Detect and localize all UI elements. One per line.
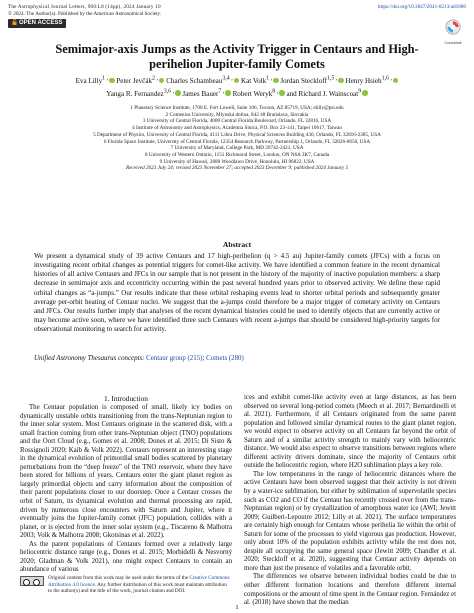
section-heading: 1. Introduction [104, 394, 148, 403]
license-text: Original content from this work may be used under the terms of the Creative Commons Attribution 4.0 licence. Any further distribution of this work must maintain attribution to the author(s) and the title of the work, journal citation and DOI. [48, 575, 230, 595]
affiliation-list [20, 105, 454, 172]
affiliation: 6 Florida Space Institute, University of Central Florida, 12354 Research Parkway, Partnership 1, Orlando, FL 32826-0650, USA [103, 138, 371, 145]
paragraph: The low temperatures in the range of heliocentric distances where the active Centaurs have been observed suggest that their activity is not driven by a water-ice sublimation, but either by sublimation of supervolatile species such as CO2 and CO if the Centaur has recently crossed over from the trans-Neptunian region) or by crystallization of amorphous water ice (AWI; Jewitt 2009; Guilbert-Lepoutre 2012; Lilly et al. 2021). The surface temperatures are certainly high enough for Centaurs whose perihelia lie within the orbit of Saturn for some of the processes to yield vigorous gas production. However, only about 10% of the population exhibits activity while the rest does not, despite all occupying the same general space (Jewitt 2009; Chandler et al. 2020; Steckloff et al. 2020), suggesting that Centaur activity depends on more than just the presence of volatiles and a favorable orbit. [244, 470, 456, 572]
license-link[interactable]: Creative Commons Attribution 4.0 licence [48, 575, 230, 588]
paragraph: ices and exhibit comet-like activity even at large distances, as has been observed on several long-period comets (Meech et al. 2017; Bernardinelli et al. 2021). Furthermore, if all Centaurs originated from the same parent population and followed similar dynamical routes to the giant planet region, we would expect to observe activity on all Centaurs far beyond the orbit of Saturn and of a similar activity strength to mainly vary with heliocentric distance. We would also expect to observe transitions between regions where different activity drivers dominate, since the majority of Centaurs orbit outside the heliocentric region, where H2O sublimation plays a key role. [244, 394, 456, 470]
author-list [20, 75, 454, 99]
orcid-icon [225, 90, 231, 96]
abstract-heading: Abstract [222, 240, 252, 249]
crossmark-button[interactable] [442, 19, 464, 45]
paper-title: Semimajor-axis Jumps as the Activity Trigger in Centaurs and High-perihelion Jupiter-family Comets [55, 42, 419, 71]
open-access-label: OPEN ACCESS [19, 20, 63, 26]
author[interactable]: Jordan Steckloff$^{1,5 ,}$ [280, 77, 343, 85]
orcid-icon [338, 78, 344, 84]
journal-citation: The Astrophysical Journal Letters, 960:L8 (14pp), 2024 January 10 [8, 4, 161, 10]
crossmark-icon [445, 19, 461, 35]
running-header [8, 4, 161, 18]
author[interactable]: Henry Hsieh$^{1,6 ,}$ [346, 77, 399, 85]
orcid-icon [279, 90, 285, 96]
keyword-link[interactable]: Comets (280) [206, 355, 244, 362]
affiliation: 2 Comenius University, Mlynská dolina, 842 48 Bratislava, Slovakia [165, 111, 309, 118]
author[interactable]: and Richard J. Wainscoat$^9$ [286, 90, 367, 98]
publication-dates: Received 2023 July 24; revised 2023 November 27; accepted 2023 December 9; published 2024 January 5 [125, 165, 349, 172]
affiliation: 7 University of Maryland, College Park, MD 20742-2421, USA [170, 145, 304, 152]
orcid-icon [362, 90, 368, 96]
open-access-badge [8, 19, 66, 28]
affiliation: 8 University of Western Ontario, 1151 Richmond Street, London, ON N6A 3K7, Canada [145, 151, 329, 158]
license-block [20, 575, 232, 605]
left-column [20, 404, 232, 575]
orcid-icon [273, 78, 279, 84]
crossmark-label: CrossMark [444, 41, 462, 45]
paragraph: The Centaur population is composed of small, likely icy bodies on dynamically unstable orbits transitioning from the trans-Neptunian region to the inner solar system. Most Centaurs originate in the scattered disk, with a small fraction coming from other trans-Neptunian object (TNO) populations and the Oort Cloud (e.g., Gomes et al. 2008; Dones et al. 2015; Di Sisto & Rossignoli 2020; Kaib & Volk 2022). Centaurs represent an interesting stage in the dynamical evolution of primordial small bodies scattered by planetary perturbations from the “deep freeze” of the TNO reservoir, where they have been stored for billions of years. Centaurs enter the giant planet region as largely primordial objects and carry information about the composition of their parent populations closer to our doorstep. Once a Centaur crosses the orbit of Saturn, its dynamical evolution and thermal processing are rapid, driven by numerous close encounters with Saturn and Jupiter, where it eventually joins the Jupiter-family comet (JFC) population, collides with a planet, or is ejected from the inner solar system (e.g., Tiscareno & Malhotra 2003; Volk & Malhotra 2008; Gkotsinas et al. 2022). [20, 404, 232, 540]
affiliation: 9 University of Hawaii, 2680 Woodlawn Drive, Honolulu, HI 96822, USA [159, 158, 315, 165]
keywords-label: Unified Astronomy Thesaurus concepts: [34, 355, 145, 362]
author[interactable]: Yanga R. Fernandez$^{3,6 ,}$ [106, 90, 180, 98]
author[interactable]: Eva Lilly$^{1 ,}$ [76, 77, 115, 85]
copyright-line: © 2024. The Author(s). Published by the American Astronomical Society. [8, 10, 162, 17]
paragraph: As the parent populations of Centaurs formed over a relatively large heliocentric distance range (e.g., Dones et al. 2015; Morbidelli & Nesvorný 2020; Gladman & Volk 2021), one might expect Centaurs to contain an abundance of various [20, 540, 232, 574]
affiliation: 1 Planetary Science Institute, 1700 E. Fort Lowell, Suite 106, Tucson, AZ 85719, USA; elilly@psi.edu [130, 105, 344, 111]
author[interactable]: Charles Schambeau$^{3,4 ,}$ [166, 77, 239, 85]
open-lock-icon [12, 19, 17, 25]
author[interactable]: Robert Weryk$^{8 ,}$ [233, 90, 285, 98]
page-number: 1 [235, 604, 239, 611]
keyword-link[interactable]: Centaur group (215) [146, 355, 203, 362]
right-column [244, 394, 456, 608]
abstract-text: We present a dynamical study of 39 active Centaurs and 17 high-perihelion (q > 4.5 au) Jupiter-family comets (JFCs) with a focus on investigating recent orbital changes as potential triggers for comet-like activity. We have identified a common feature in the recent dynamical histories of all active Centaurs and JFCs in our sample that is not present in the history of the majority of inactive population members: a sharp decrease in semimajor axis and eccentricity occurring within the past several hundred years prior to observed activity. We define these rapid orbital changes as “a-jumps.” Our results indicate that these orbital reshaping events lead to shorter orbital periods and subsequently greater average per-orbit heating of Centaur nuclei. We suggest that the a-jumps could therefore be a major trigger of cometary activity on Centaurs and JFCs. Our results further imply that analyses of the recent dynamical histories could be used to identify objects that are currently active or may become active soon, where we have identified three such Centaurs with recent a-jumps that should be considered high-priority targets for observational monitoring to search for activity. [34, 252, 440, 334]
affiliation: 3 University of Central Florida, 4000 Central Florida Boulevard, Orlando, FL 32816, USA [142, 118, 332, 125]
keywords: Unified Astronomy Thesaurus concepts: Centaur group (215); Comets (280) [34, 355, 244, 362]
affiliation: 4 Institute of Astronomy and Astrophysics, Academia Sinica, P.O. Box 23-141, Taipei 10617, Taiwan [132, 125, 342, 132]
orcid-icon [175, 90, 181, 96]
orcid-icon [159, 78, 165, 84]
orcid-icon [393, 78, 399, 84]
affiliation: 5 Department of Physics, University of Central Florida, 4111 Libra Drive, Physical Sciences Building 430, Orlando, FL 32816-2385, USA [93, 131, 381, 138]
author[interactable]: Kat Volk$^{1 ,}$ [241, 77, 279, 85]
author[interactable]: Peter Jevčák$^{2 ,}$ [116, 77, 164, 85]
paragraph: The differences we observe between individual bodies could be due to either different formation locations and therefore different internal compositions or the amount of time spent in the Centaur region. Fernández et al. (2018) have shown that the median [244, 573, 456, 607]
orcid-icon [234, 78, 240, 84]
author[interactable]: James Bauer$^{7 ,}$ [182, 90, 230, 98]
orcid-icon [109, 78, 115, 84]
doi-link[interactable]: https://doi.org/10.3847/2041-8213/ad1606 [377, 4, 466, 10]
cc-by-icon[interactable] [20, 576, 44, 586]
